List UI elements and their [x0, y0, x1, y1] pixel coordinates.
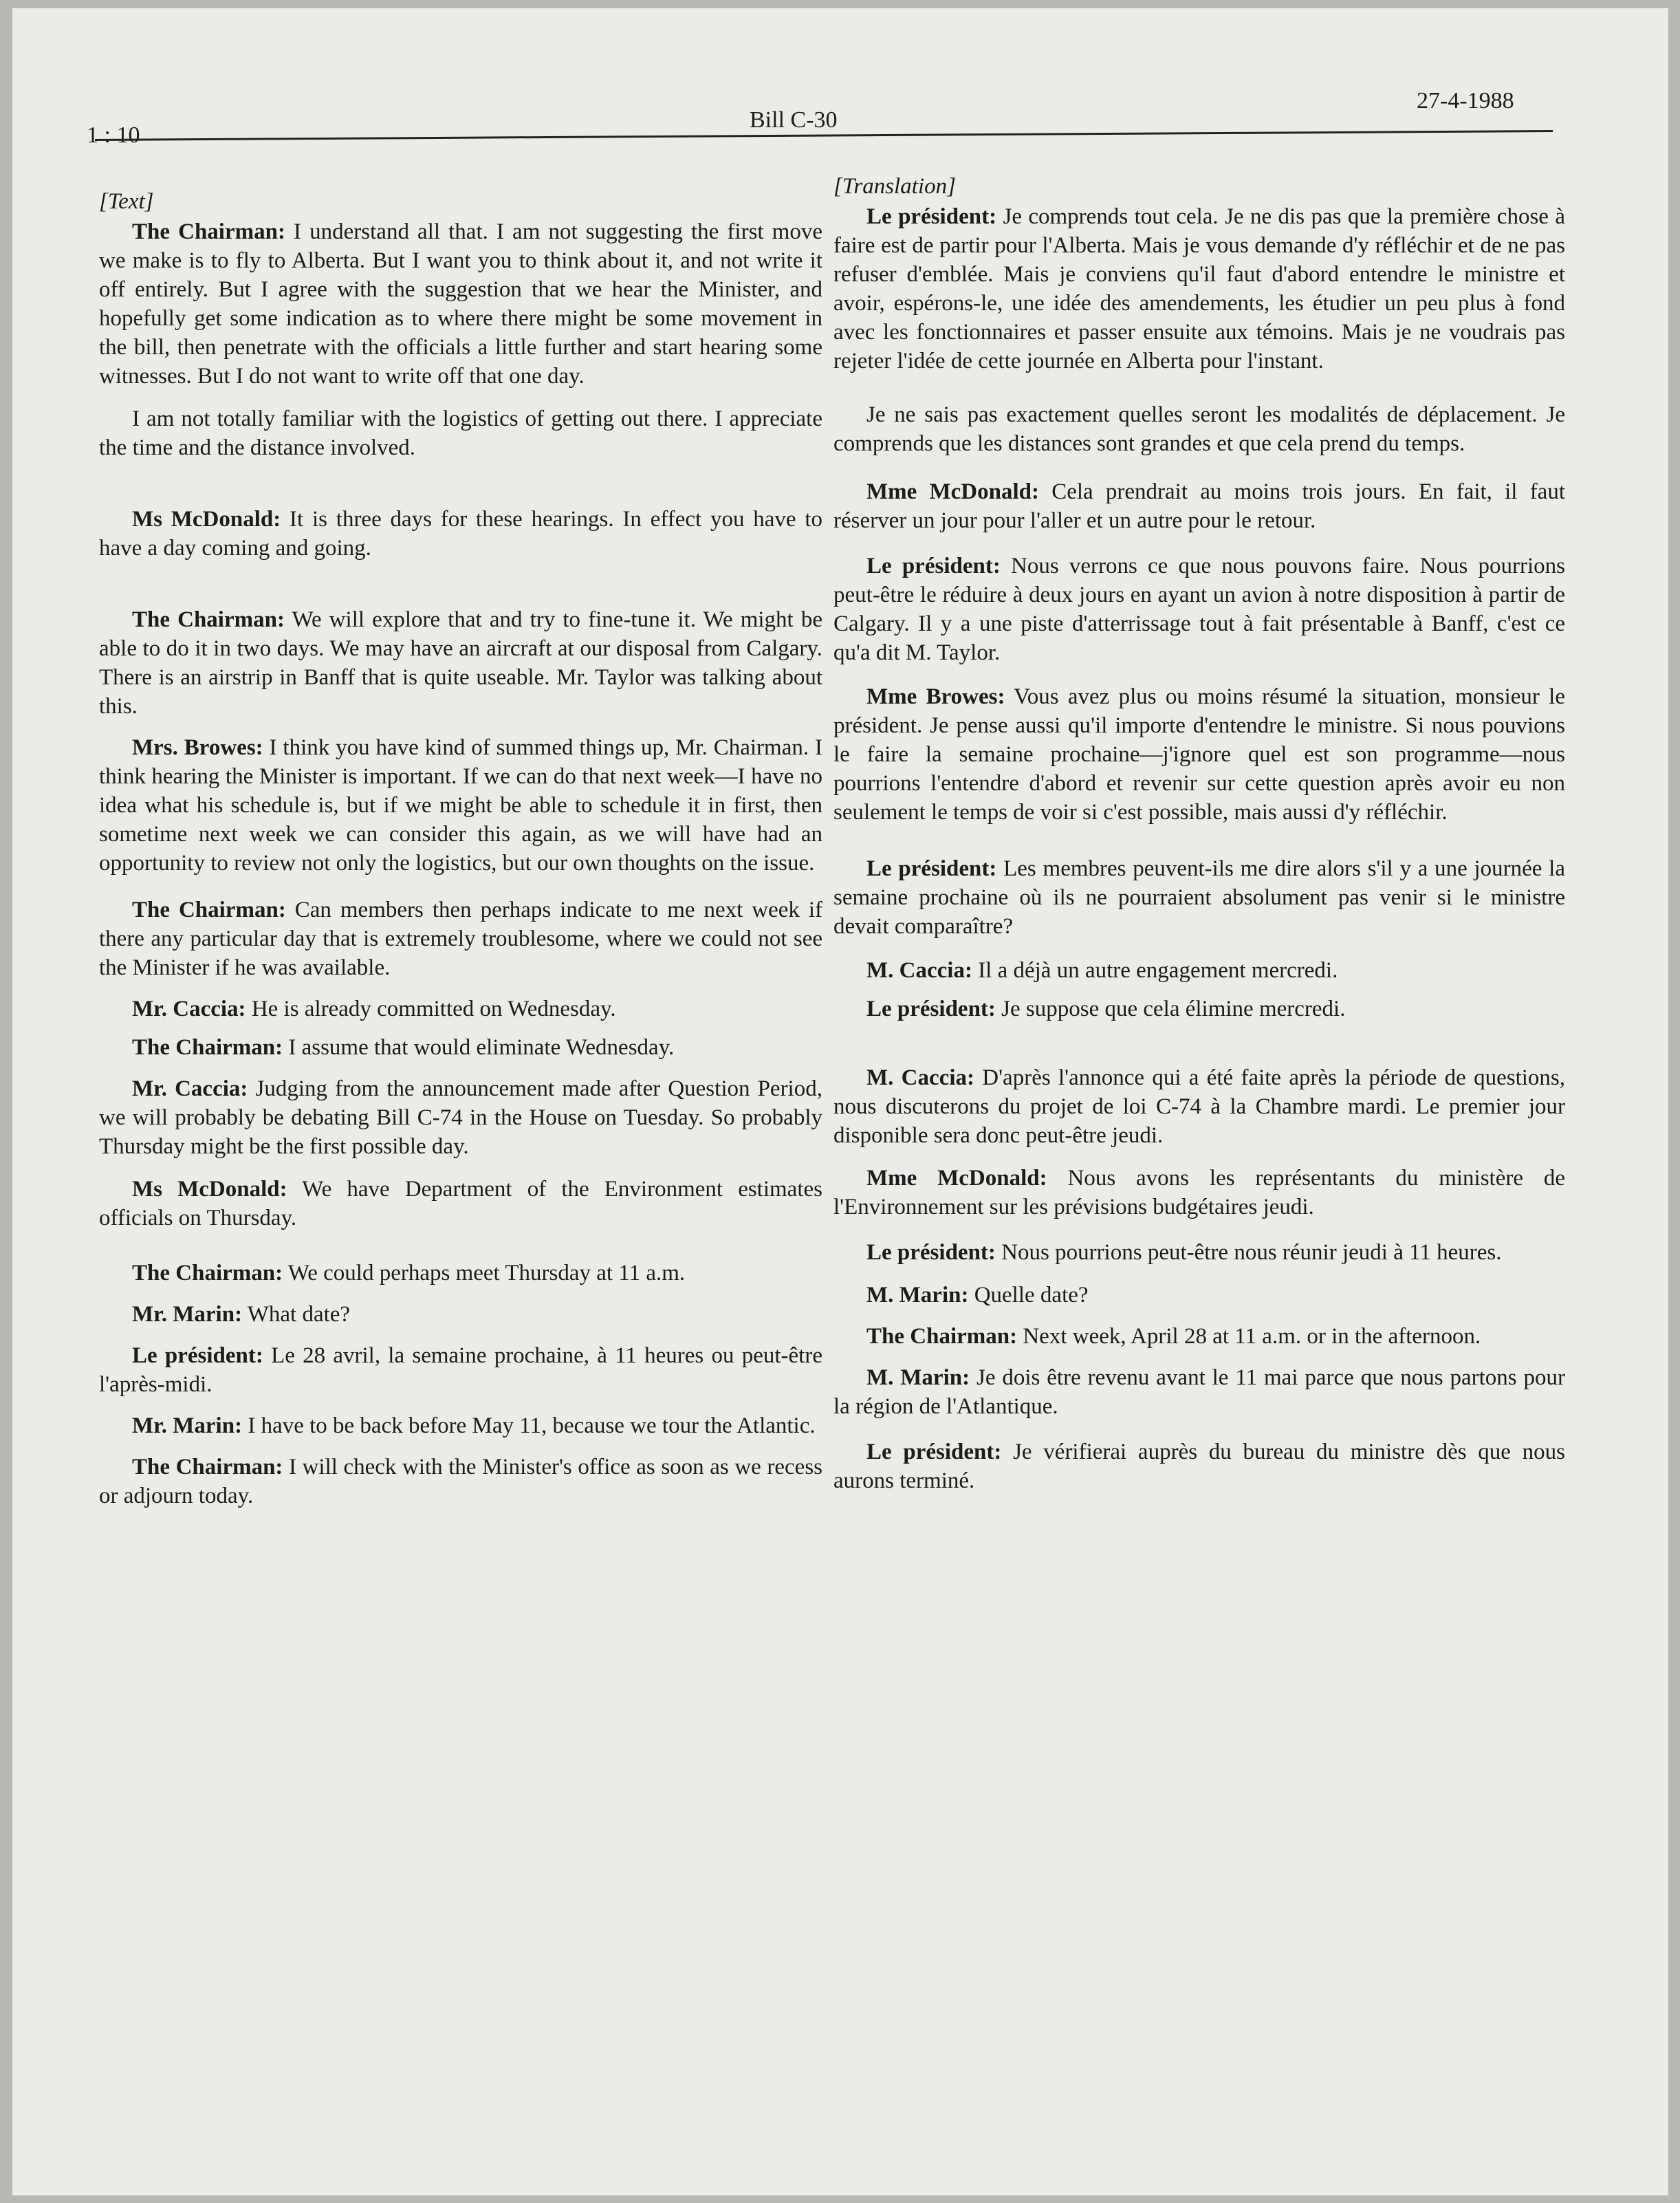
speech-text: I am not totally familiar with the logistics of getting out there. I appreciate the time and the distance involved. [99, 406, 822, 460]
speech-paragraph [833, 1164, 1565, 1222]
speaker-name: The Chairman: [132, 219, 285, 244]
speech-text: Le 28 avril, la semaine prochaine, à 11 heures ou peut-être l'après-midi. [99, 1343, 822, 1397]
speech-paragraph [833, 854, 1565, 941]
speech-text: I understand all that. I am not suggesting the first move we make is to fly to Alberta. But I want you to think about it, and not write it off entirely. But I agree with the suggestion that we hear the Minister, and hopefully get some indication as to where there might be some movement in the bill, then penetrate with the officials a little further and start hearing some witnesses. But I do not want to write off that one day. [99, 219, 823, 389]
speaker-name: Mr. Marin: [132, 1302, 243, 1327]
speaker-name: The Chairman: [132, 1261, 283, 1285]
speaker-name: M. Caccia: [866, 1065, 974, 1090]
bill-title: Bill C-30 [750, 107, 838, 133]
english-column [99, 187, 822, 1510]
speaker-name: Le président: [866, 1240, 996, 1265]
speech-paragraph [99, 217, 822, 391]
speaker-name: Le président: [866, 554, 1001, 578]
speech-paragraph [99, 505, 822, 563]
speech-text: We will explore that and try to fine-tune it. We might be able to do it in two days. We may have an aircraft at our disposal from Calgary. There is an airstrip in Banff that is quite useable. Mr. Taylor was talking about this. [99, 607, 822, 719]
french-column [833, 172, 1565, 1495]
speech-paragraph [99, 605, 822, 721]
speech-paragraph [99, 1033, 822, 1062]
speech-paragraph [833, 202, 1565, 376]
speech-paragraph [833, 1281, 1565, 1310]
speech-paragraph [833, 1238, 1565, 1267]
speech-text: Judging from the announcement made after Question Period, we will probably be debating Bill C-74 in the House on Tuesday. So probably Thursday might be the first possible day. [99, 1076, 822, 1159]
speech-text: D'après l'annonce qui a été faite après la période de questions, nous discuterons du projet de loi C-74 à la Chambre mardi. Le premier jour disponible sera donc peut-être jeudi. [833, 1065, 1565, 1148]
speaker-name: Le président: [132, 1343, 263, 1368]
speech-paragraph [833, 995, 1565, 1023]
speaker-name: M. Marin: [866, 1283, 969, 1307]
speaker-name: The Chairman: [132, 607, 285, 632]
speech-paragraph [99, 1341, 822, 1399]
speaker-name: Le président: [866, 997, 996, 1021]
text-tag: [Text] [99, 189, 154, 214]
speaker-name: Ms McDonald: [132, 507, 281, 532]
speech-text: Quelle date? [968, 1283, 1089, 1307]
speech-text: Nous avons les représentants du ministère de l'Environnement sur les prévisions budgétaires jeudi. [833, 1166, 1565, 1219]
speech-text: Il a déjà un autre engagement mercredi. [972, 958, 1338, 983]
speech-text: Nous pourrions peut-être nous réunir jeudi à 11 heures. [995, 1240, 1502, 1265]
left-paragraphs [99, 217, 822, 1510]
translation-tag: [Translation] [833, 174, 956, 199]
speech-paragraph [99, 733, 822, 878]
speaker-name: Mr. Caccia: [132, 997, 246, 1021]
speech-paragraph [833, 552, 1565, 667]
speech-text: Can members then perhaps indicate to me next week if there any particular day that is extremely troublesome, where we could not see the Minister if he was available. [99, 898, 823, 980]
speech-text: Je ne sais pas exactement quelles seront les modalités de déplacement. Je comprends que les distances sont grandes et que cela prend du temps. [833, 402, 1565, 456]
speaker-name: The Chairman: [132, 1455, 283, 1479]
speech-paragraph [833, 956, 1565, 985]
speech-paragraph [99, 1074, 822, 1161]
speech-paragraph [833, 1437, 1565, 1495]
speech-paragraph [99, 1411, 822, 1440]
speech-paragraph [833, 1363, 1565, 1421]
right-paragraphs [833, 202, 1565, 1495]
speech-paragraph [833, 1322, 1565, 1351]
speech-paragraph [833, 1063, 1565, 1150]
speech-paragraph [833, 682, 1565, 827]
speech-text: He is already committed on Wednesday. [246, 997, 616, 1021]
speech-text: Je suppose que cela élimine mercredi. [995, 997, 1346, 1021]
speaker-name: Le président: [866, 856, 997, 881]
speech-text: Je vérifierai auprès du bureau du ministre dès que nous aurons terminé. [833, 1440, 1565, 1493]
speech-paragraph [99, 995, 822, 1023]
speech-paragraph [99, 896, 822, 982]
speech-paragraph [99, 404, 822, 462]
speech-text: I think you have kind of summed things up, Mr. Chairman. I think hearing the Minister is important. If we can do that next week—I have no idea what his schedule is, but if we might be able to schedule it in first, then sometime next week we can consider this again, as we will have had an opportunity to review not only the logistics, but our own thoughts on the issue. [99, 735, 822, 876]
speaker-name: The Chairman: [866, 1324, 1018, 1349]
speaker-name: Mme McDonald: [866, 479, 1039, 504]
page-date: 27-4-1988 [1417, 88, 1514, 113]
speaker-name: Mrs. Browes: [132, 735, 263, 760]
speaker-name: Ms McDonald: [132, 1177, 287, 1202]
speech-text: Next week, April 28 at 11 a.m. or in the afternoon. [1017, 1324, 1481, 1349]
speech-paragraph [99, 1259, 822, 1288]
speech-text: Nous verrons ce que nous pouvons faire. Nous pourrions peut-être le réduire à deux jours en ayant un avion à notre disposition à partir de Calgary. Il y a une piste d'atterrissage tout à fait présentable à Banff, c'est ce qu'a dit M. Taylor. [833, 554, 1565, 665]
speech-text: It is three days for these hearings. In effect you have to have a day coming and going. [99, 507, 822, 561]
speech-text: Les membres peuvent-ils me dire alors s'il y a une journée la semaine prochaine où ils ne pourraient absolument pas venir si le ministre devait comparaître? [833, 856, 1565, 939]
speech-text: Vous avez plus ou moins résumé la situation, monsieur le président. Je pense aussi qu'il importe d'entendre le ministre. Si nous pouvions le faire la semaine prochaine—j'ignore quel est son programme—nous pourrions l'entendre d'abord et revenir sur cette question après avoir eu non seulement le temps de voir si c'est possible, mais aussi d'y réfléchir. [833, 684, 1566, 825]
speech-text: I assume that would eliminate Wednesday. [283, 1035, 675, 1060]
page-number: 1 : 10 [87, 122, 140, 148]
speech-text: Je dois être revenu avant le 11 mai parce que nous partons pour la région de l'Atlantique. [833, 1365, 1565, 1419]
speech-paragraph [99, 1453, 822, 1510]
speech-paragraph [99, 1300, 822, 1329]
speaker-name: M. Marin: [866, 1365, 970, 1390]
speaker-name: Le président: [866, 1440, 1002, 1464]
speaker-name: M. Caccia: [866, 958, 972, 983]
speech-text: We could perhaps meet Thursday at 11 a.m. [283, 1261, 686, 1285]
speaker-name: Mme Browes: [866, 684, 1005, 709]
speech-text: Cela prendrait au moins trois jours. En fait, il faut réserver un jour pour l'aller et un autre pour le retour. [833, 479, 1565, 533]
document-page [12, 8, 1668, 2195]
speech-text: I will check with the Minister's office as soon as we recess or adjourn today. [99, 1455, 822, 1508]
speaker-name: Mr. Caccia: [132, 1076, 248, 1101]
speaker-name: The Chairman: [132, 898, 286, 922]
speaker-name: Mme McDonald: [866, 1166, 1047, 1191]
speech-paragraph [99, 1175, 822, 1233]
speech-paragraph [833, 400, 1565, 458]
speech-text: I have to be back before May 11, because we tour the Atlantic. [242, 1413, 816, 1438]
speaker-name: The Chairman: [132, 1035, 283, 1060]
speech-text: We have Department of the Environment estimates officials on Thursday. [99, 1177, 822, 1230]
speech-paragraph [833, 477, 1565, 535]
speech-text: Je comprends tout cela. Je ne dis pas que la première chose à faire est de partir pour l'Alberta. Mais je vous demande d'y réfléchir et de ne pas refuser d'emblée. Mais je conviens qu'il faut d'abord entendre le ministre et avoir, espérons-le, une idée des amendements, les étudier un peu plus à fond avec les fonctionnaires et passer ensuite aux témoins. Mais je ne voudrais pas rejeter l'idée de cette journée en Alberta pour l'instant. [833, 204, 1565, 373]
speech-text: What date? [242, 1302, 351, 1327]
speaker-name: Le président: [866, 204, 997, 229]
speaker-name: Mr. Marin: [132, 1413, 243, 1438]
